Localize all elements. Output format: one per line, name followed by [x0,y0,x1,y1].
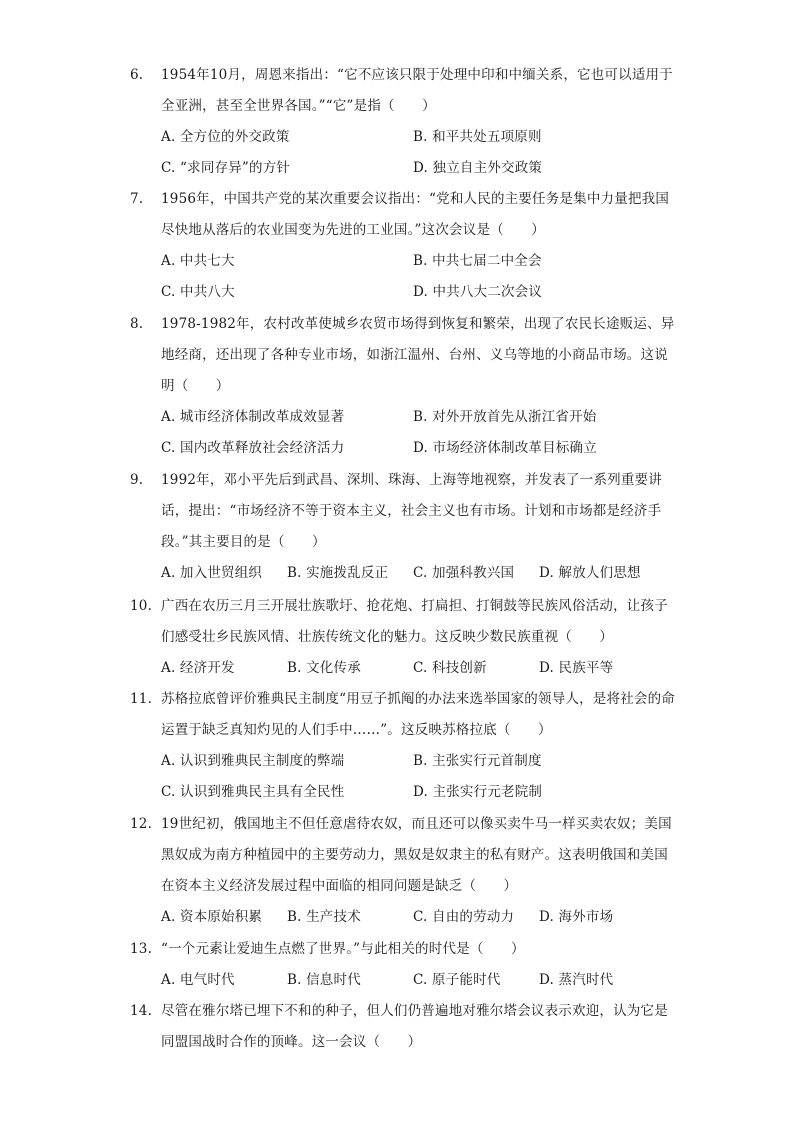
option-a: A. 认识到雅典民主制度的弊端 [161,753,345,769]
question-6 [130,60,675,184]
option-b: B. 信息时代 [287,972,361,988]
question-number: 7. [130,191,144,207]
question-stem: 尽管在雅尔塔已埋下不和的种子，但人们仍普遍地对雅尔塔会议表示欢迎，认为它是同盟国战时合作的顶峰。这一会议（ ） [161,1003,668,1050]
option-d: D. 市场经济体制改革目标确立 [413,440,597,456]
question-number: 9. [130,472,144,488]
option-d: D. 主张实行元老院制 [413,784,543,800]
question-number: 12. [130,816,153,832]
question-stem: 广西在农历三月三开展壮族歌圩、抢花炮、打扁担、打铜鼓等民族风俗活动，让孩子们感受壮乡民族风情、壮族传统文化的魅力。这反映少数民族重视（ ） [161,598,668,645]
option-d: D. 蒸汽时代 [539,972,614,988]
option-d: D. 中共八大二次会议 [413,284,543,300]
question-8 [130,309,675,464]
option-a: A. 经济开发 [161,660,235,676]
option-c: C. 自由的劳动力 [413,909,515,925]
option-c: C. 加强科教兴国 [413,565,515,581]
option-c: C. 原子能时代 [413,972,501,988]
option-b: B. 生产技术 [287,909,361,925]
option-b: B. 中共七届二中全会 [413,253,542,269]
option-b: B. 对外开放首先从浙江省开始 [413,409,597,425]
question-number: 6. [130,67,144,83]
option-b: B. 文化传承 [287,660,361,676]
question-number: 8. [130,316,144,332]
question-12 [130,809,675,933]
question-stem: “一个元素让爱迪生点燃了世界。”与此相关的时代是（ ） [161,941,525,957]
question-10 [130,591,675,684]
option-a: A. 中共七大 [161,253,235,269]
question-number: 13. [130,941,153,957]
question-stem: 苏格拉底曾评价雅典民主制度“用豆子抓阄的办法来选举国家的领导人，是将社会的命运置于缺乏真知灼见的人们手中……”。这反映苏格拉底（ ） [161,691,676,738]
question-stem: 1992年，邓小平先后到武昌、深圳、珠海、上海等地视察，并发表了一系列重要讲话，提出：“市场经济不等于资本主义，社会主义也有市场。计划和市场都是经济手段。”其主要目的是（ ） [161,472,662,550]
option-c: C. 中共八大 [161,284,235,300]
option-a: A. 资本原始积累 [161,909,263,925]
option-a: A. 城市经济体制改革成效显著 [161,409,345,425]
question-stem: 1954年10月，周恩来指出：“它不应该只限于处理中印和中缅关系，它也可以适用于全亚洲，甚至全世界各国。”“它”是指（ ） [161,67,673,114]
question-stem: 1978-1982年，农村改革使城乡农贸市场得到恢复和繁荣，出现了农民长途贩运、异地经商，还出现了各种专业市场，如浙江温州、台州、义乌等地的小商品市场。这说明（ ） [161,316,675,394]
question-number: 10. [130,598,153,614]
option-d: D. 解放人们思想 [539,565,641,581]
option-b: B. 实施拨乱反正 [287,565,389,581]
option-d: D. 海外市场 [539,909,614,925]
question-13 [130,934,675,996]
question-number: 11. [130,691,153,707]
option-d: D. 独立自主外交政策 [413,160,543,176]
question-number: 14. [130,1003,153,1019]
option-c: C. 国内改革释放社会经济活力 [161,440,345,456]
option-a: A. 加入世贸组织 [161,565,263,581]
question-7 [130,184,675,308]
question-stem: 19世纪初，俄国地主不但任意虐待农奴，而且还可以像买卖牛马一样买卖农奴；美国黑奴成为南方种植园中的主要劳动力，黑奴是奴隶主的私有财产。这表明俄国和美国在资本主义经济发展过程中面临的相同问题是缺乏（ ） [161,816,672,894]
option-c: C. “求同存异”的方针 [161,160,291,176]
option-a: A. 全方位的外交政策 [161,129,290,145]
option-c: C. 科技创新 [413,660,487,676]
option-c: C. 认识到雅典民主具有全民性 [161,784,345,800]
option-a: A. 电气时代 [161,972,235,988]
option-b: B. 主张实行元首制度 [413,753,542,769]
question-9 [130,465,675,589]
question-11 [130,684,675,808]
option-d: D. 民族平等 [539,660,614,676]
question-stem: 1956年，中国共产党的某次重要会议指出：“党和人民的主要任务是集中力量把我国尽快地从落后的农业国变为先进的工业国。”这次会议是（ ） [161,191,670,238]
option-b: B. 和平共处五项原则 [413,129,542,145]
question-14 [130,996,675,1058]
